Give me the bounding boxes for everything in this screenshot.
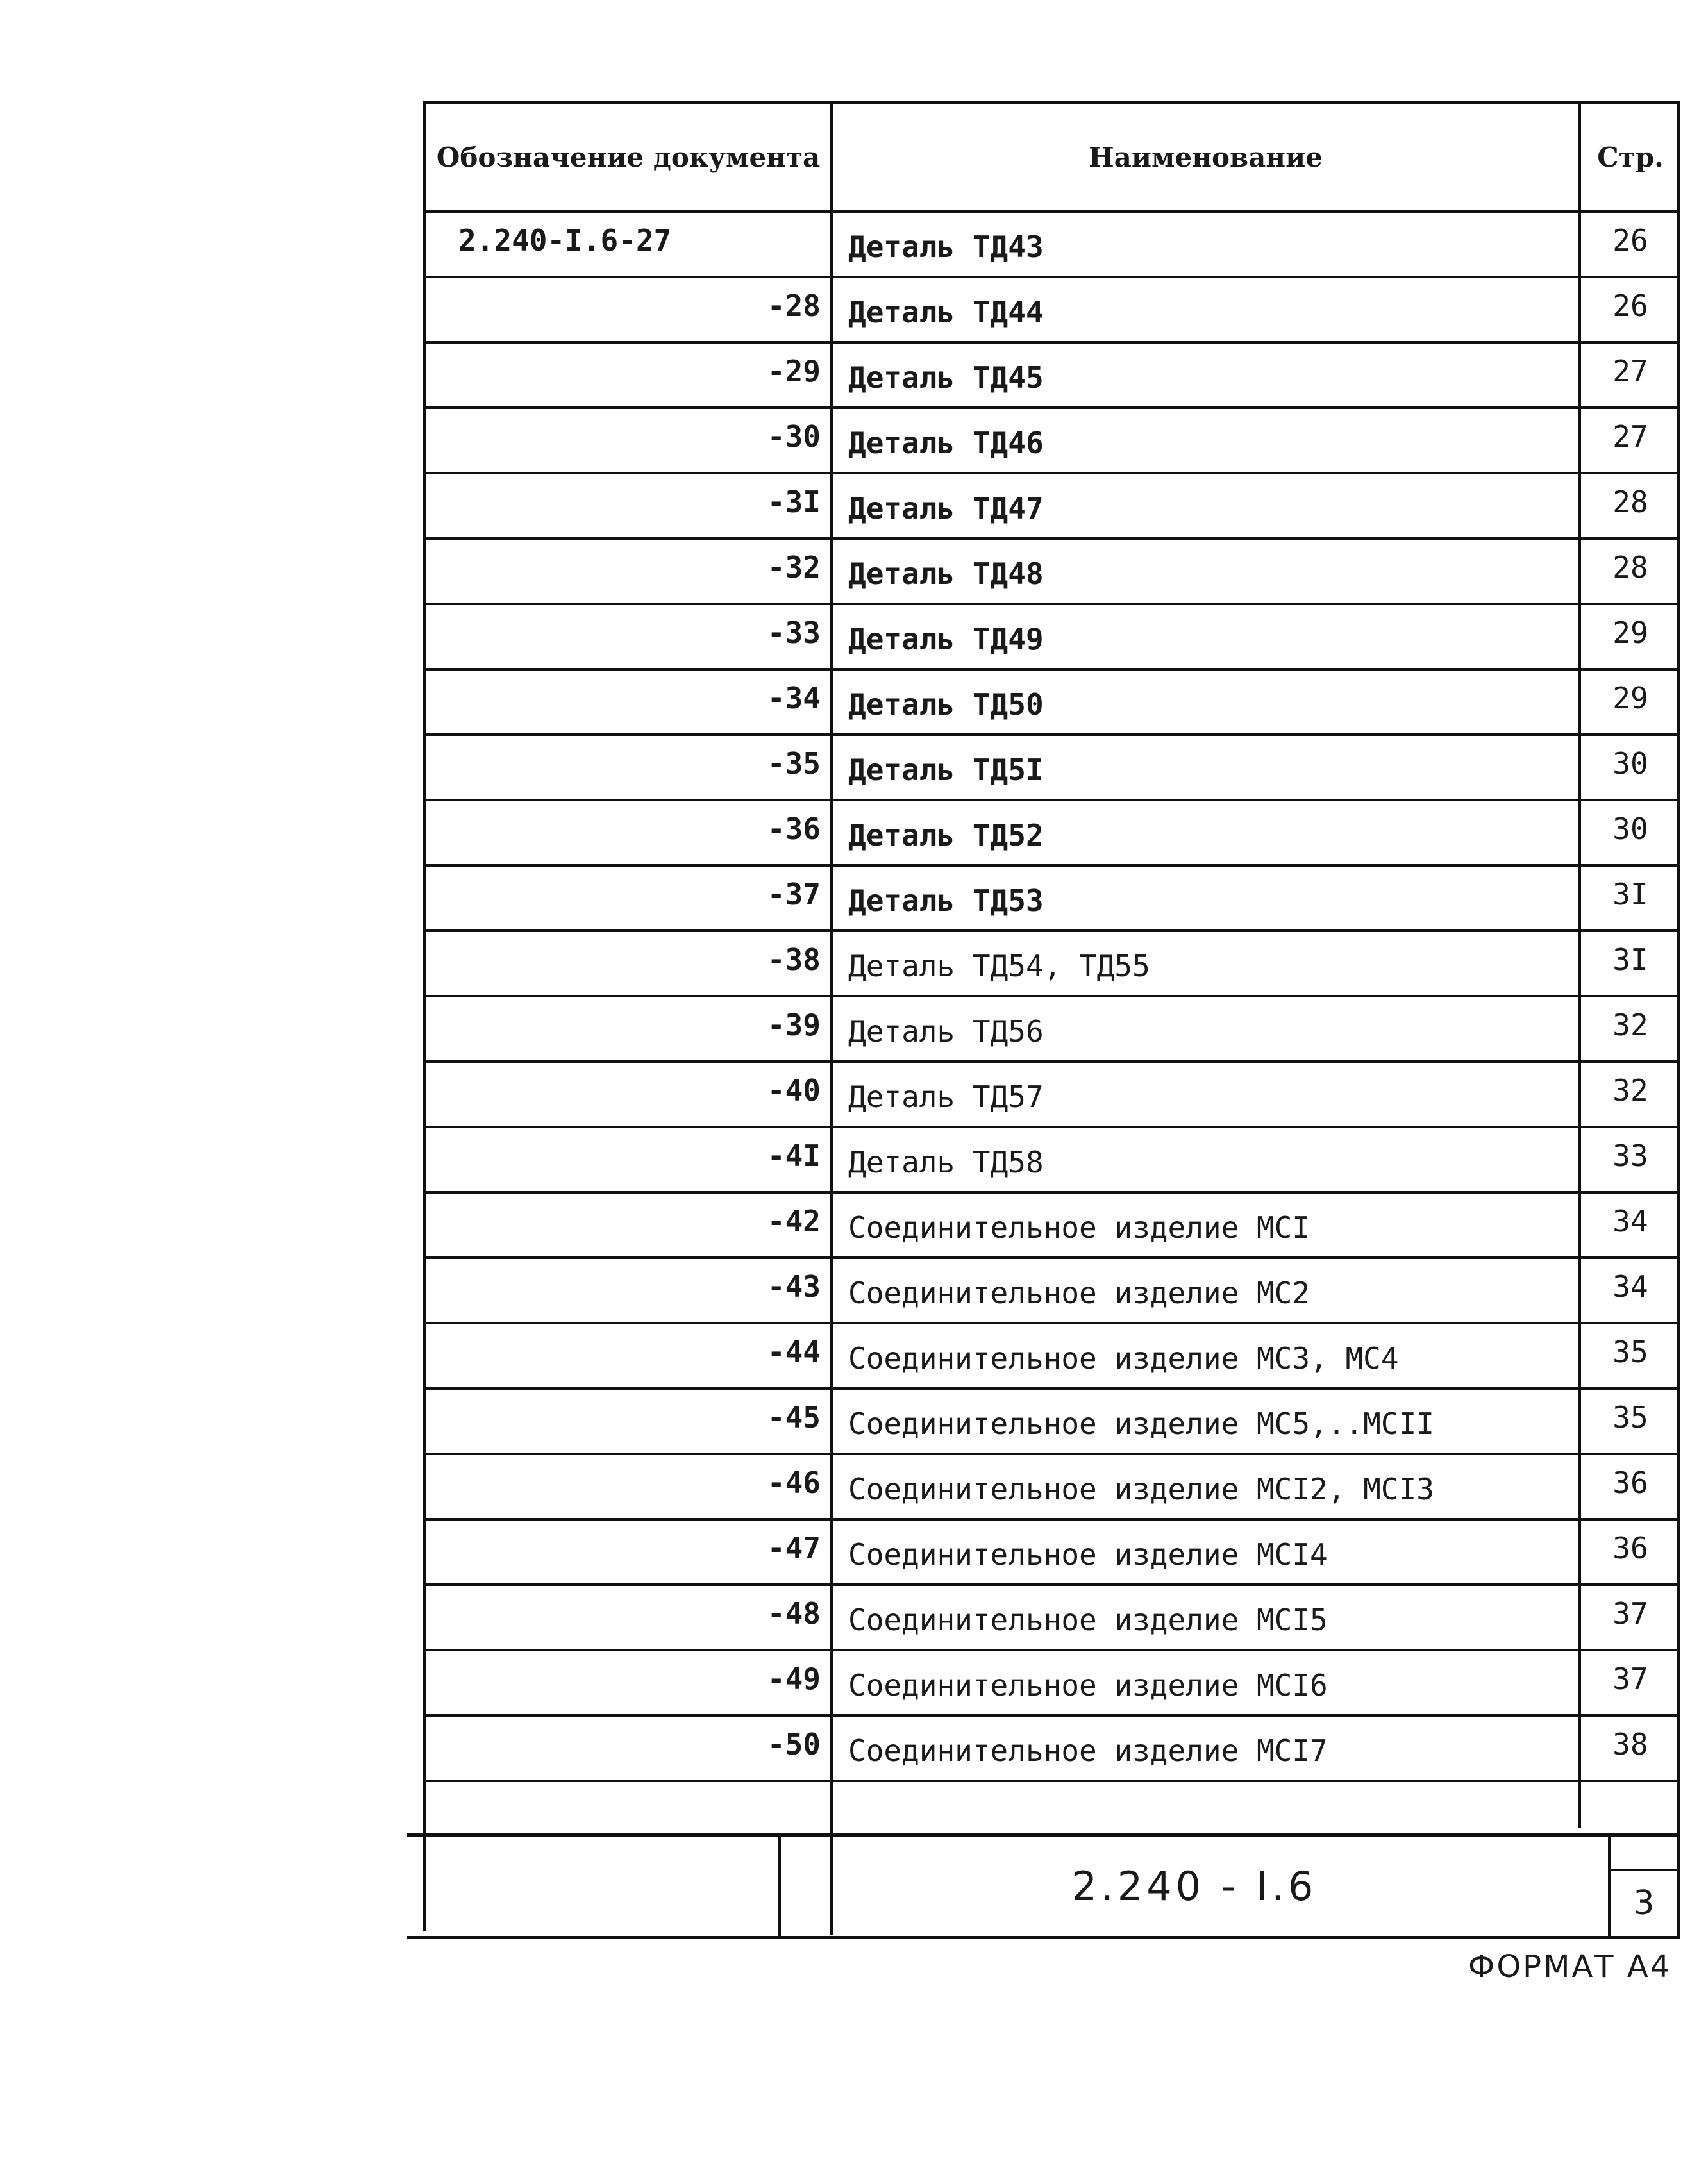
table-row xyxy=(426,1191,1677,1255)
row-designation: -40 xyxy=(767,1073,821,1108)
sheet-number: 3 xyxy=(1633,1884,1655,1922)
header-designation: Обозначение документа xyxy=(436,141,821,173)
row-designation: -45 xyxy=(767,1400,821,1435)
sheet-label xyxy=(1611,1837,1677,1871)
row-name: Соединительное изделие МСI5 xyxy=(848,1603,1328,1637)
row-page: 35 xyxy=(1612,1335,1648,1369)
table-row xyxy=(426,210,1677,274)
row-name: Деталь ТД58 xyxy=(848,1145,1044,1180)
row-name: Деталь ТД57 xyxy=(848,1079,1044,1114)
table-row xyxy=(426,864,1677,928)
row-page: 29 xyxy=(1612,681,1648,715)
table-row xyxy=(426,1714,1677,1778)
row-name: Деталь ТД43 xyxy=(848,229,1044,264)
row-name: Деталь ТД56 xyxy=(848,1014,1044,1049)
row-name: Соединительное изделие МСI6 xyxy=(848,1668,1328,1703)
row-designation: -38 xyxy=(767,942,821,977)
header-page: Стр. xyxy=(1597,141,1664,173)
table-row xyxy=(426,799,1677,863)
row-page: 36 xyxy=(1612,1465,1648,1500)
row-page: 26 xyxy=(1612,288,1648,323)
row-name: Деталь ТД5I xyxy=(848,753,1044,787)
row-designation: -46 xyxy=(767,1465,821,1500)
row-designation: -33 xyxy=(767,615,821,650)
row-designation: -36 xyxy=(767,812,821,846)
row-designation: -37 xyxy=(767,877,821,912)
table-row xyxy=(426,1256,1677,1321)
table-row xyxy=(426,406,1677,471)
table-row xyxy=(426,1322,1677,1386)
row-page: 28 xyxy=(1612,485,1648,519)
row-name: Соединительное изделие МС5,..МСII xyxy=(848,1406,1434,1441)
row-designation: -43 xyxy=(767,1269,821,1304)
row-page: 34 xyxy=(1612,1204,1648,1238)
row-page: 27 xyxy=(1612,419,1648,454)
row-name: Соединительное изделие МСI xyxy=(848,1210,1310,1245)
row-designation: -34 xyxy=(767,681,821,715)
table-row xyxy=(426,1453,1677,1517)
row-designation: -44 xyxy=(767,1335,821,1369)
row-designation: -49 xyxy=(767,1662,821,1696)
table-row xyxy=(426,929,1677,994)
document-code: 2.240 - I.6 xyxy=(1071,1863,1318,1910)
row-name: Деталь ТД49 xyxy=(848,622,1044,656)
row-designation: -3I xyxy=(767,485,821,519)
row-designation: -30 xyxy=(767,419,821,454)
row-designation: 2.240-I.6-27 xyxy=(458,223,672,258)
row-name: Соединительное изделие МСI7 xyxy=(848,1733,1328,1768)
row-name: Деталь ТД50 xyxy=(848,687,1044,722)
row-designation: -39 xyxy=(767,1008,821,1042)
sheet-box xyxy=(1608,1837,1680,1936)
table-row xyxy=(426,276,1677,340)
row-page: 30 xyxy=(1612,746,1648,781)
format-label: ФОРМАТ А4 xyxy=(1468,1949,1672,1985)
row-designation: -47 xyxy=(767,1531,821,1565)
table-row xyxy=(426,995,1677,1059)
row-designation: -32 xyxy=(767,550,821,585)
row-name: Соединительное изделие МС2 xyxy=(848,1276,1310,1310)
table-row xyxy=(426,1518,1677,1582)
table-row xyxy=(426,1060,1677,1124)
row-page: 33 xyxy=(1612,1138,1648,1173)
contents-table xyxy=(423,101,1680,1931)
table-row xyxy=(426,1126,1677,1190)
row-page: 29 xyxy=(1612,615,1648,650)
row-name: Соединительное изделие МСI2, МСI3 xyxy=(848,1472,1434,1506)
row-name: Деталь ТД48 xyxy=(848,556,1044,591)
row-page: 36 xyxy=(1612,1531,1648,1565)
table-row xyxy=(426,668,1677,732)
row-designation: -29 xyxy=(767,354,821,388)
row-page: 35 xyxy=(1612,1400,1648,1435)
table-row xyxy=(426,733,1677,797)
row-page: 34 xyxy=(1612,1269,1648,1304)
row-page: 32 xyxy=(1612,1008,1648,1042)
table-row xyxy=(426,1649,1677,1713)
row-page: 3I xyxy=(1612,942,1648,977)
row-name: Деталь ТД53 xyxy=(848,883,1044,918)
row-page: 37 xyxy=(1612,1662,1648,1696)
row-designation: -50 xyxy=(767,1727,821,1762)
table-row xyxy=(426,1583,1677,1647)
row-name: Деталь ТД47 xyxy=(848,491,1044,526)
row-page: 32 xyxy=(1612,1073,1648,1108)
row-designation: -35 xyxy=(767,746,821,781)
title-block xyxy=(407,1833,1680,1939)
row-designation: -28 xyxy=(767,288,821,323)
header-name: Наименование xyxy=(1088,141,1323,173)
row-page: 28 xyxy=(1612,550,1648,585)
row-name: Деталь ТД44 xyxy=(848,295,1044,329)
row-name: Соединительное изделие МС3, МС4 xyxy=(848,1341,1399,1376)
row-page: 26 xyxy=(1612,223,1648,258)
row-page: 37 xyxy=(1612,1596,1648,1631)
table-row xyxy=(426,1387,1677,1451)
row-name: Деталь ТД46 xyxy=(848,426,1044,460)
title-block-blank xyxy=(407,1837,781,1936)
row-name: Деталь ТД54, ТД55 xyxy=(848,949,1150,983)
table-row xyxy=(426,603,1677,667)
row-page: 3I xyxy=(1612,877,1648,912)
row-page: 38 xyxy=(1612,1727,1648,1762)
row-page: 27 xyxy=(1612,354,1648,388)
row-designation: -48 xyxy=(767,1596,821,1631)
table-row xyxy=(426,537,1677,601)
table-row xyxy=(426,472,1677,536)
row-name: Соединительное изделие МСI4 xyxy=(848,1537,1328,1572)
row-name: Деталь ТД52 xyxy=(848,818,1044,853)
row-designation: -4I xyxy=(767,1138,821,1173)
row-designation: -42 xyxy=(767,1204,821,1238)
row-page: 30 xyxy=(1612,812,1648,846)
row-name: Деталь ТД45 xyxy=(848,360,1044,395)
table-row xyxy=(426,341,1677,405)
